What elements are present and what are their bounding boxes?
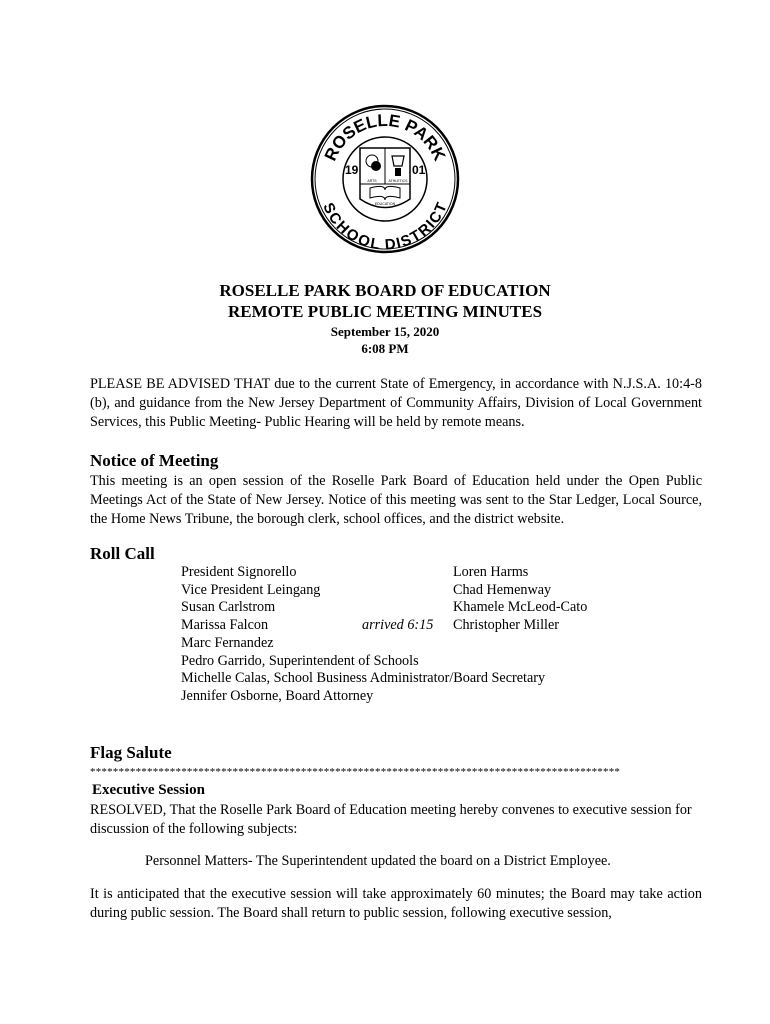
seal-bottom-text: SCHOOL DISTRICT — [319, 200, 451, 254]
roll-call-member: Marissa Falcon — [181, 617, 269, 634]
flag-salute-heading: Flag Salute — [90, 743, 172, 762]
roll-call-heading: Roll Call — [90, 544, 155, 563]
meeting-date: September 15, 2020 — [330, 324, 440, 339]
roll-call-member: Loren Harms — [453, 564, 529, 580]
roll-call-member: Michelle Calas, School Business Administrator/Board Secretary — [181, 670, 546, 687]
document-title-line1: ROSELLE PARK BOARD OF EDUCATION — [219, 281, 551, 300]
roll-call-member: Susan Carlstrom — [181, 599, 276, 616]
roll-call-member: Christopher Miller — [453, 617, 559, 634]
seal-year-left: 19 — [345, 163, 359, 177]
resolved-paragraph: RESOLVED, That the Roselle Park Board of Education meeting hereby convenes to executive session for discussion of the following subjects: — [90, 802, 692, 837]
anticipated-paragraph: It is anticipated that the executive session will take approximately 60 minutes; the Board may take action during public session. The Board shall return to public session, following executive session, — [90, 886, 702, 921]
notice-heading: Notice of Meeting — [90, 451, 219, 470]
roll-call-member: Jennifer Osborne, Board Attorney — [181, 687, 374, 704]
arrival-note: arrived 6:15 — [362, 617, 434, 633]
executive-session-heading: Executive Session — [92, 782, 205, 798]
roll-call-member: Vice President Leingang — [181, 581, 321, 598]
seal-label-athletics: ATHLETICS — [388, 179, 408, 183]
seal-label-education: EDUCATION — [374, 202, 396, 206]
document-title-line2: REMOTE PUBLIC MEETING MINUTES — [227, 302, 543, 321]
seal-year-right: 01 — [412, 163, 426, 177]
meeting-time: 6:08 PM — [361, 341, 409, 356]
roll-call-member: Khamele McLeod-Cato — [453, 599, 588, 616]
personnel-matters: Personnel Matters- The Superintendent updated the board on a District Employee. — [145, 853, 611, 869]
seal-label-arts: ARTS — [367, 179, 377, 183]
roll-call-member: Marc Fernandez — [181, 634, 274, 651]
seal-top-text: ROSELLE PARK — [320, 110, 450, 164]
svg-text:SCHOOL DISTRICT — [319, 200, 450, 253]
roll-call-member: Chad Hemenway — [453, 581, 552, 598]
roll-call-member: Pedro Garrido, Superintendent of Schools — [181, 652, 419, 669]
advisory-paragraph: PLEASE BE ADVISED THAT due to the current State of Emergency, in accordance with N.J.S.A. 10:4-8 (b), and guidance from the New Jersey Department of Community Affairs, Division of Local Government Services, this Public Meeting- Public Hearing will be held by remote means. — [90, 376, 702, 430]
notice-paragraph: This meeting is an open session of the Roselle Park Board of Education held under the Open Public Meetings Act of the State of New Jersey. Notice of this meeting was sent to the Star Ledger, Local Source, the Home News Tribune, the borough clerk, school offices, and the district website. — [90, 473, 702, 527]
school-district-seal-logo — [310, 104, 460, 254]
roll-call-member: President Signorello — [181, 564, 297, 580]
separator-line: ********************************************************************************************* — [90, 766, 621, 778]
roll-call-right-list — [453, 564, 587, 635]
